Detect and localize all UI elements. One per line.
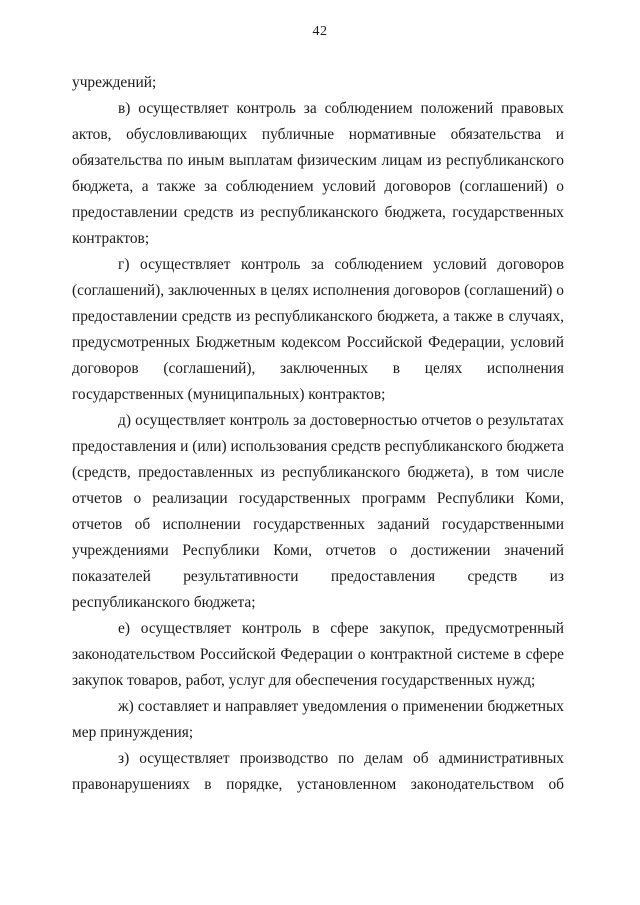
paragraph-item-d: д) осуществляет контроль за достоверностью отчетов о результатах предоставления и (или) использования средств республиканского бюджета (средств, предоставленных из республиканского бюджета), в том числе отчетов о реализации государственных программ Республики Коми, отчетов об исполнении государственных заданий государственными учреждениями Республики Коми, отчетов о достижении значений показателей результативности предоставления средств из республиканского бюджета; (72, 412, 564, 611)
paragraph-item-v: в) осуществляет контроль за соблюдением положений правовых актов, обусловливающих публичные нормативные обязательства и обязательства по иным выплатам физическим лицам из республиканского бюджета, а также за соблюдением условий договоров (соглашений) о предоставлении средств из республиканского бюджета, государственных контрактов; (72, 100, 564, 247)
paragraph-item-g: г) осуществляет контроль за соблюдением условий договоров (соглашений), заключенных в целях исполнения договоров (соглашений) о предоставлении средств из республиканского бюджета, а также в случаях, предусмотренных Бюджетным кодексом Российской Федерации, условий договоров (соглашений), заключенных в целях исполнения государственных (муниципальных) контрактов; (72, 256, 564, 403)
document-body (72, 70, 564, 798)
paragraph-item-zh: ж) составляет и направляет уведомления о применении бюджетных мер принуждения; (72, 698, 564, 741)
page-number: 42 (312, 24, 328, 39)
paragraph-item-e: е) осуществляет контроль в сфере закупок, предусмотренный законодательством Российской Федерации о контрактной системе в сфере закупок товаров, работ, услуг для обеспечения государственных нужд; (72, 620, 564, 689)
paragraph-continuation: учреждений; (72, 74, 157, 91)
paragraph-item-z: з) осуществляет производство по делам об административных правонарушениях в порядке, установленном законодательством об (72, 750, 564, 793)
